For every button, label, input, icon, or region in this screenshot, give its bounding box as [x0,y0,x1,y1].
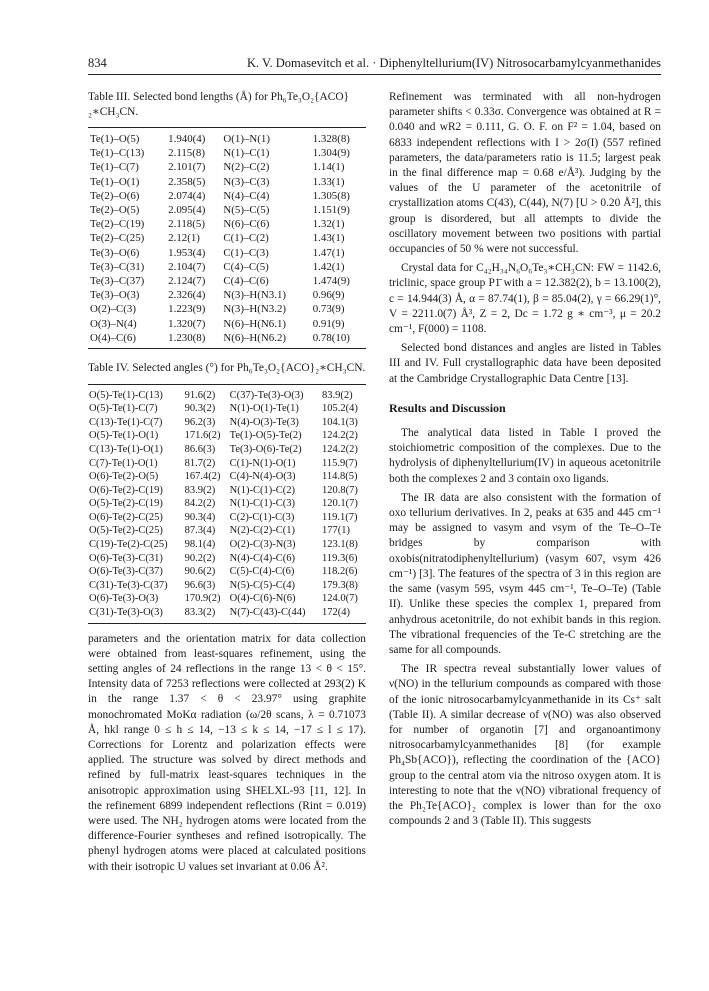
table3-cell-atoms-left: Te(3)–O(6) [90,246,140,259]
table4-cell-atoms-right: N(5)-C(5)-C(4) [229,579,295,591]
table4-cell-atoms-left: O(6)-Te(2)-C(25) [89,511,163,523]
table3-row [88,217,366,231]
table4-cell-atoms-right: C(1)-N(1)-O(1) [229,457,296,469]
table4-cell-atoms-right: O(4)-C(6)-N(6) [229,593,296,605]
table4-row [88,511,366,525]
table3-cell-value-left: 2.101(7) [168,161,206,174]
table3-cell-atoms-right: N(6)–H(N6.2) [223,331,287,344]
table3-cell-value-right: 0.73(9) [312,303,345,316]
table3-row [88,274,366,288]
table3-cell-atoms-right: C(4)–C(5) [223,260,269,273]
table4-row [88,429,366,443]
left-column [88,90,366,875]
table3-cell-atoms-right: N(6)–C(6) [223,218,270,231]
table3-cell-value-right: 1.474(9) [312,275,350,288]
table3-row [88,189,366,203]
table4-cell-value-right: 119.1(7) [322,511,358,523]
table4-cell-atoms-left: O(5)-Te(1)-C(13) [89,389,163,401]
table4-row [88,384,366,402]
table3-cell-value-right: 1.305(8) [312,189,350,202]
table3-row [88,175,366,189]
table3-row [88,128,366,147]
table4-cell-value-left: 81.7(2) [184,457,216,469]
table3-cell-atoms-right: N(6)–H(N6.1) [223,317,287,330]
table3-cell-atoms-left: Te(3)–C(31) [90,260,145,273]
table4-cell-atoms-right: N(4)-O(3)-Te(3) [229,416,299,428]
table3-cell-atoms-right: O(1)–N(1) [223,133,270,145]
table3-row [88,288,366,302]
table4-cell-atoms-right: C(37)-Te(3)-O(3) [229,389,304,401]
table3-cell-atoms-left: Te(1)–O(5) [90,133,140,145]
table4-cell-value-left: 83.9(2) [184,484,216,496]
table3-cell-value-right: 0.96(9) [312,289,345,302]
table4-cell-atoms-left: C(13)-Te(1)-O(1) [89,443,163,455]
table4-cell-atoms-right: Te(3)-O(6)-Te(2) [229,443,302,455]
table4-cell-value-left: 171.6(2) [184,430,221,442]
table4-row [88,524,366,538]
table3-cell-atoms-right: N(3)–H(N3.2) [223,303,287,316]
deposit-paragraph: Selected bond distances and angles are listed in Tables III and IV. Full crystallographic data have been deposited at the Cambridge Crystallographic Data Centre [13]. [389,342,661,385]
table3-cell-atoms-left: O(2)–C(3) [90,303,136,316]
table3-cell-atoms-left: Te(1)–C(13) [90,147,145,160]
table4-cell-atoms-right: N(7)-C(43)-C(44) [229,607,306,619]
table3-cell-atoms-left: Te(2)–C(19) [90,218,145,231]
table3-row [88,260,366,274]
table4-caption: Table IV. Selected angles (°) for Ph₆Te₃O₂{ACO}₂∗CH₃CN. [88,362,366,375]
results-paragraph-1: The analytical data listed in Table I proved the stoichiometric composition of the complexes. Due to the hydrolysis of diphenyltellurium(IV) in aqueous acetonitrile both the complexes 2 and 3 contain oxo ligands. [389,427,661,485]
table4-cell-atoms-left: O(6)-Te(2)-O(5) [89,471,159,483]
table4-cell-value-right: 105.2(4) [322,403,358,415]
table3-cell-atoms-left: O(3)–N(4) [90,317,137,330]
table3-cell-value-left: 1.320(7) [168,317,206,330]
table4-cell-value-left: 90.3(2) [184,403,216,415]
table4-cell-value-left: 90.2(2) [184,552,216,564]
table4-row [88,484,366,498]
table4-cell-atoms-right: C(2)-C(1)-C(3) [229,511,295,523]
table4-cell-atoms-left: O(6)-Te(3)-O(3) [89,593,159,605]
table4-cell-atoms-left: C(31)-Te(3)-O(3) [89,607,163,619]
table3-row [88,331,366,349]
table3-cell-atoms-right: N(1)–C(1) [223,147,270,160]
table4-cell-value-left: 83.3(2) [184,607,216,619]
table3-cell-atoms-right: N(3)–H(N3.1) [223,289,287,302]
table3-cell-value-right: 1.32(1) [312,218,345,231]
table4-cell-value-right: 124.2(2) [322,443,358,455]
table4-cell-atoms-right: C(5)-C(4)-C(6) [229,566,295,578]
refinement-paragraph: Refinement was terminated with all non-hydrogen parameter shifts < 0.33σ. Convergence was obtained at R = 0.040 and wR2 = 0.111, G. O. F. on F² = 1.04, based on 6833 independent reflections with I > 2σ(I) (557 refined parameters, the data/parameters ratio is 11.5; largest peak in the final difference map = 0.68 e/Å³). Judging by the values of the U parameter of the acetonitrile of crystallization atoms C(43), C(44), N(7) [U > 0.20 Å²], this group is disordered, but all attempts to divide the oscillatory movement between two positions with partial occupancies of 50 % were not successful. [389,91,661,256]
table3-cell-atoms-left: Te(2)–C(25) [90,232,145,245]
table4-cell-value-right: 124.0(7) [322,593,358,605]
table3-cell-atoms-right: N(4)–C(4) [223,189,270,202]
table3-cell-value-left: 1.230(8) [168,331,206,344]
table3-cell-value-right: 1.42(1) [312,260,345,273]
table3-cell-atoms-right: N(5)–C(5) [223,204,270,217]
table4-row [88,579,366,593]
table3-cell-value-right: 1.14(1) [312,161,345,174]
table4-cell-value-left: 170.9(2) [184,593,221,605]
table3-cell-value-left: 2.115(8) [168,147,205,160]
table4-cell-value-left: 96.6(3) [184,579,216,591]
table3-cell-value-right: 1.151(9) [312,204,350,217]
table3-cell-value-left: 1.223(9) [168,303,206,316]
crystal-data-paragraph: Crystal data for C₄₂H₃₄N₆O₆Te₃∗CH₃CN: FW = 1142.6, triclinic, space group P1̄ with a = 12.382(2), b = 13.100(2), c = 14.944(3) Å, α = 87.74(1), β = 85.04(2), γ = 66.29(1)°, V = 2211.0(7) Å³, Z = 2, Dc = 1.72 g ∗ cm⁻³, μ = 20.2 cm⁻¹, F(000) = 1108. [389,262,661,336]
table4-cell-value-left: 84.2(2) [184,498,216,510]
table4-cell-value-right: 179.3(8) [322,579,358,591]
table4-cell-value-left: 90.6(2) [184,566,216,578]
table4-cell-value-right: 120.1(7) [322,498,358,510]
table3-cell-value-right: 0.91(9) [312,317,345,330]
table3-cell-value-right: 1.328(8) [312,133,350,145]
table3-cell-value-right: 1.47(1) [312,246,345,259]
table3-cell-atoms-right: C(4)–C(6) [223,275,269,288]
table4-cell-atoms-left: O(6)-Te(3)-C(37) [89,566,163,578]
table4-cell-atoms-right: N(2)-C(2)-C(1) [229,525,295,537]
table4-cell-atoms-left: O(5)-Te(2)-C(25) [89,525,163,537]
angles-table [88,384,366,624]
table4-row [88,402,366,416]
table4-cell-atoms-right: N(1)-O(1)-Te(1) [229,403,299,415]
table4-cell-value-left: 87.3(4) [184,525,216,537]
table3-cell-value-left: 2.074(4) [168,189,206,202]
table4-cell-value-right: 120.8(7) [322,484,358,496]
table3-cell-value-left: 2.12(1) [168,232,200,245]
bond-lengths-table [88,127,366,349]
table3-cell-atoms-left: Te(3)–O(3) [90,289,140,302]
table4-cell-value-right: 114.8(5) [322,471,358,483]
table4-cell-atoms-right: Te(1)-O(5)-Te(2) [229,430,302,442]
section-heading: Results and Discussion [389,400,506,415]
table3-row [88,302,366,316]
table4-row [88,538,366,552]
table4-cell-value-left: 90.3(4) [184,511,216,523]
table4-row [88,592,366,606]
table4-cell-atoms-left: O(6)-Te(3)-C(31) [89,552,163,564]
table4-cell-value-left: 91.6(2) [184,389,216,401]
table4-cell-value-right: 177(1) [322,525,351,537]
table3-cell-value-right: 1.43(1) [312,232,345,245]
table3-cell-atoms-left: Te(2)–O(6) [90,189,140,202]
table4-cell-atoms-right: N(1)-C(1)-C(3) [229,498,295,510]
table4-cell-atoms-left: O(6)-Te(2)-C(19) [89,484,163,496]
table3-cell-atoms-right: N(2)–C(2) [223,161,270,174]
table3-cell-value-left: 2.095(4) [168,204,206,217]
running-title: K. V. Domasevitch et al. · Diphenyltellurium(IV) Nitrosocarbamylcyanmethanides [246,56,661,70]
table4-cell-value-left: 167.4(2) [184,471,221,483]
table4-row [88,552,366,566]
table4-cell-value-right: 123.1(8) [322,539,358,551]
table3-cell-value-left: 2.124(7) [168,275,206,288]
results-paragraph-2: The IR data are also consistent with the formation of oxo tellurium derivatives. In 2, peaks at 635 and 445 cm⁻¹ may be assigned to νasym and νsym of the Te–O–Te bridges by comparison with oxobis(nitratodiphenyltellurium) (νasym 607, νsym 426 cm⁻¹) [3]. The features of the spectra of 3 in this region are the same (νasym 595, νsym 445 cm⁻¹, Te–O–Te) (Table II). Unlike these species the complex 1, prepared from anhydrous acetonitrile, do not exhibit bands in this region. The vibrational frequencies of the Te-C stretching are the same for all compounds. [389,491,661,656]
table3-cell-atoms-left: Te(2)–O(5) [90,204,140,217]
table3-cell-atoms-left: Te(1)–O(1) [90,175,140,188]
table3-row [88,146,366,160]
table4-cell-atoms-left: C(13)-Te(1)-C(7) [89,416,163,428]
table3-cell-atoms-right: N(3)–C(3) [223,175,270,188]
table4-cell-value-right: 124.2(2) [322,430,358,442]
table4-cell-value-right: 172(4) [322,607,351,619]
table4-cell-atoms-right: N(1)-C(1)-C(2) [229,484,295,496]
table4-cell-atoms-left: C(31)-Te(3)-C(37) [89,579,168,591]
table3-cell-value-left: 2.326(4) [168,289,206,302]
table4-cell-value-left: 96.2(3) [184,416,216,428]
table4-cell-value-right: 115.9(7) [322,457,358,469]
table4-row [88,443,366,457]
right-column [389,90,661,829]
table4-cell-value-left: 86.6(3) [184,443,216,455]
table3-row [88,231,366,245]
table3-cell-atoms-left: Te(3)–C(37) [90,275,145,288]
table4-cell-atoms-right: C(4)-N(4)-O(3) [229,471,296,483]
table3-cell-value-right: 1.33(1) [312,175,345,188]
table4-cell-atoms-left: O(5)-Te(1)-O(1) [89,430,159,442]
table4-cell-atoms-left: C(7)-Te(1)-O(1) [89,457,158,469]
table3-cell-atoms-left: O(4)–C(6) [90,331,136,344]
table4-cell-atoms-left: O(5)-Te(1)-C(7) [89,403,158,415]
table3-cell-value-left: 2.358(5) [168,175,206,188]
table3-cell-value-left: 1.953(4) [168,246,206,259]
table4-row [88,457,366,471]
table4-row [88,470,366,484]
table3-row [88,317,366,331]
table4-row [88,565,366,579]
table3-cell-atoms-right: C(1)–C(3) [223,246,269,259]
table4-cell-atoms-left: C(19)-Te(2)-C(25) [89,539,168,551]
table3-row [88,203,366,217]
running-header [88,56,661,75]
results-paragraph-3: The IR spectra reveal substantially lower values of ν(NO) in the tellurium compounds as compared with those of the ionic nitrosocarbamylcyanmethanide in its Cs⁺ salt (Table II). A similar decrease of ν(NO) was also observed for number of organotin [7] and organoantimony nitrosocarbamylcyanmethanides [8] (for example Ph₄Sb{ACO}), reflecting the coordination of the {ACO} group to the central atom via the nitroso oxygen atom. It is interesting to note that the ν(NO) vibrational frequency of the Ph₂Te{ACO}₂ complex is lower than for the oxo compounds 2 and 3 (Table II). This suggests [389,663,661,828]
table3-cell-value-right: 0.78(10) [312,331,350,344]
table4-cell-atoms-left: O(5)-Te(2)-C(19) [89,498,163,510]
table3-cell-value-left: 2.104(7) [168,260,206,273]
table3-row [88,160,366,174]
table3-cell-value-right: 1.304(9) [312,147,350,160]
table4-row [88,606,366,623]
table3-cell-atoms-right: C(1)–C(2) [223,232,269,245]
page-number: 834 [88,56,107,70]
table3-cell-atoms-left: Te(1)–C(7) [90,161,139,174]
table4-cell-value-right: 119.3(6) [322,552,358,564]
table4-cell-atoms-right: O(2)-C(3)-N(3) [229,539,296,551]
table3-row [88,246,366,260]
table4-cell-value-right: 104.1(3) [322,416,358,428]
experimental-paragraph: parameters and the orientation matrix for data collection were obtained from least-squares refinement, using the setting angles of 24 reflections in the range 13 < θ < 15°. Intensity data of 7253 reflections were collected at 293(2) K in the range 1.37 < θ < 23.97° using graphite monochromated MoKα radiation (ω/2θ scans, λ = 0.71073 Å, hkl range 0 ≤ h ≤ 14, −13 ≤ k ≤ 14, −17 ≤ l ≤ 17). Corrections for Lorentz and polarization effects were applied. The structure was solved by direct methods and refined by full-matrix least-squares techniques in the anisotropic approximation using SHELXL-93 [11, 12]. In the refinement 6899 independent reflections (Rint = 0.019) were used. The NH₂ hydrogen atoms were located from the difference-Fourier syntheses and refined isotropically. The phenyl hydrogen atoms were placed at calculated positions with their isotropic U values set invariant at 0.06 Å². [88,632,366,873]
table4-cell-value-left: 98.1(4) [184,539,216,551]
table4-row [88,497,366,511]
table4-row [88,416,366,430]
table4-cell-value-right: 83.9(2) [322,389,353,401]
table3-cell-value-left: 1.940(4) [168,133,206,145]
table3-cell-value-left: 2.118(5) [168,218,205,231]
table4-cell-atoms-right: N(4)-C(4)-C(6) [229,552,295,564]
table4-cell-value-right: 118.2(6) [322,566,358,578]
table3-caption: Table III. Selected bond lengths (Å) for Ph₆Te₃O₂{ACO}₂∗CH₃CN. [88,91,350,118]
